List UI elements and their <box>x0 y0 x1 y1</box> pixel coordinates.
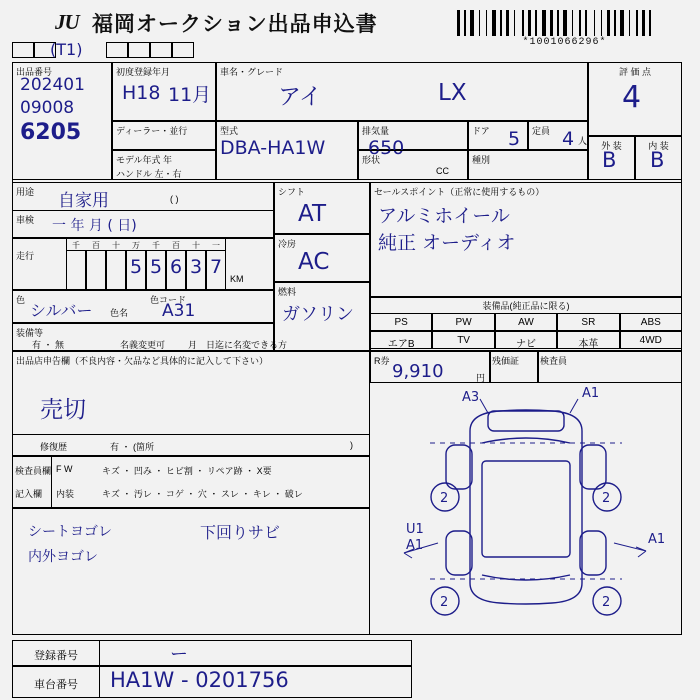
inside-items: キズ ・ 汚レ ・ コゲ ・ 穴 ・ スレ ・ キレ ・ 破レ <box>102 489 303 499</box>
model-label: 型式 <box>220 126 239 136</box>
mileage-header-cell: 万 <box>132 241 140 250</box>
note1-label: シートヨゴレ <box>28 524 112 540</box>
note1-value: 下回りサビ <box>200 523 281 542</box>
interior-label: 内 装 <box>648 141 669 151</box>
equipment-label: 4WD <box>639 335 662 346</box>
t1-label: (T1) <box>50 40 83 59</box>
shaken-label: 車検 <box>16 215 35 225</box>
mileage-digit-cell <box>66 250 86 290</box>
shape-label: 形状 <box>362 155 381 165</box>
barcode-number: *1001066296* <box>522 37 607 48</box>
mileage-digit-cell <box>106 250 126 290</box>
mileage-header-cell: 十 <box>112 241 120 250</box>
shuppin-no-label: 出品番号 <box>16 67 53 77</box>
door-value: 5 <box>508 128 521 150</box>
diagram-mark: 2 <box>602 595 611 610</box>
mileage-label: 走行 <box>16 251 35 261</box>
remarks-header: 出品店申告欄（不良内容・欠品など具体的に記入して下さい） <box>16 356 269 366</box>
inside-label: 内装 <box>56 489 75 499</box>
model-value: DBA-HA1W <box>220 137 326 159</box>
meigi-note: 日迄に名変できる方 <box>206 340 288 350</box>
mileage-digit: 5 <box>129 256 143 278</box>
color-name-label: 色名 <box>110 308 129 318</box>
diagram-mark: A1 <box>406 538 424 553</box>
page-title: 福岡オークション出品申込書 <box>92 13 378 36</box>
usage-label: 用途 <box>16 187 35 197</box>
diagram-mark: A1 <box>582 386 600 401</box>
fuel-value: ガソリン <box>282 304 354 325</box>
car-diagram <box>370 383 682 635</box>
score-label: 評 価 点 <box>618 67 651 77</box>
equip-label: 装備等 <box>16 328 44 338</box>
mileage-header-cell: 百 <box>92 241 100 250</box>
ac-value: AC <box>298 249 330 275</box>
inspect-row1-label: 検査員欄 <box>15 466 52 476</box>
sales-point-label: セールスポイント（正常に使用するもの） <box>374 187 545 197</box>
interior-value: B <box>650 148 665 172</box>
equipment-header: 装備品(純正品に限る) <box>482 301 570 311</box>
repair-opts: 有 ・ (箇所 <box>110 442 154 452</box>
color-code-label: 色コード <box>150 295 187 305</box>
equipment-label: TV <box>457 335 470 346</box>
mileage-digit: 3 <box>189 256 203 278</box>
equipment-label: ABS <box>640 317 661 328</box>
displacement-value: 650 <box>368 137 405 159</box>
kind-label: 種別 <box>472 155 491 165</box>
mileage-header-cell: 一 <box>212 241 220 250</box>
fuel-label: 燃料 <box>278 287 297 297</box>
barcode <box>457 10 672 36</box>
rken-value: 9,910 <box>392 361 444 382</box>
seat-label: 定員 <box>532 126 551 136</box>
diagram-mark: A1 <box>648 532 666 547</box>
usage-paren: ( ) <box>170 194 179 204</box>
equipment-label: 本革 <box>578 339 599 350</box>
rken-unit: 円 <box>476 373 486 383</box>
rken-label: R券 <box>374 356 390 366</box>
car-name-label: 車名・グレード <box>220 67 284 77</box>
door-label: ドア <box>472 126 490 136</box>
mileage-unit: KM <box>230 274 244 284</box>
displacement-unit: CC <box>436 166 449 176</box>
shuppin-no-line3: 6205 <box>20 120 82 145</box>
color-label: 色 <box>16 295 26 305</box>
model-year-label: モデル年式 年 <box>116 155 173 165</box>
equipment-label: PS <box>394 317 408 328</box>
diagram-mark: 2 <box>440 595 449 610</box>
equipment-label: ナビ <box>515 339 536 350</box>
chassis-label: 車台番号 <box>34 679 78 691</box>
mileage-digit-cell <box>86 250 106 290</box>
reg-year-label: 初度登録年月 <box>116 67 171 77</box>
diagram-mark: 2 <box>602 491 611 506</box>
meigi-label: 名義変更可 <box>120 340 166 350</box>
ac-label: 冷房 <box>278 239 297 249</box>
mileage-header-cell: 百 <box>172 241 180 250</box>
shuppin-no-line1: 202401 <box>20 75 85 95</box>
zanka-label: 残価証 <box>492 356 520 366</box>
score-value: 4 <box>622 80 642 115</box>
color-value: シルバー <box>30 301 93 320</box>
mileage-header-cell: 千 <box>72 241 80 250</box>
mileage-digit: 6 <box>169 256 183 278</box>
repair-label: 修復歴 <box>40 442 68 452</box>
note2-label: 内外ヨゴレ <box>28 549 98 565</box>
equipment-label: PW <box>455 317 472 328</box>
color-code-value: A31 <box>162 301 196 321</box>
meigi-month: 月 <box>188 340 198 350</box>
exterior-label: 外 装 <box>601 141 622 151</box>
shuppin-no-line2: 09008 <box>20 98 75 118</box>
handle-label: ハンドル 左・右 <box>116 169 182 179</box>
sales-point-line1: アルミホイール <box>378 205 510 227</box>
chassis-value: HA1W - 0201756 <box>110 668 289 692</box>
reg-month-value: 11月 <box>168 84 212 106</box>
mileage-digit: 5 <box>149 256 163 278</box>
mileage-header-cell: 十 <box>192 241 200 250</box>
diagram-mark: U1 <box>406 522 424 537</box>
shift-label: シフト <box>278 187 306 197</box>
mileage-header-cell: 千 <box>152 241 160 250</box>
equipment-label: AW <box>518 317 534 328</box>
car-name-value: アイ <box>278 84 322 110</box>
diagram-mark: A3 <box>462 390 480 405</box>
kensa-label: 検査員 <box>540 356 568 366</box>
reg-no-value: ー <box>170 644 188 665</box>
outside-label: F W <box>56 464 73 474</box>
equip-opts: 有 ・ 無 <box>32 340 65 350</box>
car-grade-value: LX <box>438 80 467 106</box>
seat-value: 4 <box>562 128 575 150</box>
exterior-value: B <box>602 148 617 172</box>
reg-year-value: H18 <box>122 82 161 104</box>
outside-items: キズ ・ 凹み ・ ヒビ割 ・ リペア跡 ・ X要 <box>102 466 272 476</box>
seat-unit: 人 <box>578 136 588 146</box>
ju-logo: JU <box>55 10 79 34</box>
equipment-label: エアB <box>387 339 415 350</box>
usage-value: 自家用 <box>58 191 109 211</box>
sales-point-line2: 純正 オーディオ <box>378 232 516 254</box>
repair-close: ) <box>350 440 353 450</box>
shaken-value: 一 年 月 ( 日) <box>52 218 137 234</box>
auction-sheet <box>10 6 690 694</box>
diagram-mark: 2 <box>440 491 449 506</box>
reg-no-label: 登録番号 <box>34 650 78 662</box>
inspect-row2-label: 記入欄 <box>15 489 43 499</box>
displacement-label: 排気量 <box>362 126 390 136</box>
equipment-label: SR <box>581 317 596 328</box>
shift-value: AT <box>298 201 326 227</box>
mileage-digit: 7 <box>209 256 223 278</box>
remarks-value: 売切 <box>40 397 86 423</box>
dealer-label: ディーラー・並行 <box>116 126 188 136</box>
